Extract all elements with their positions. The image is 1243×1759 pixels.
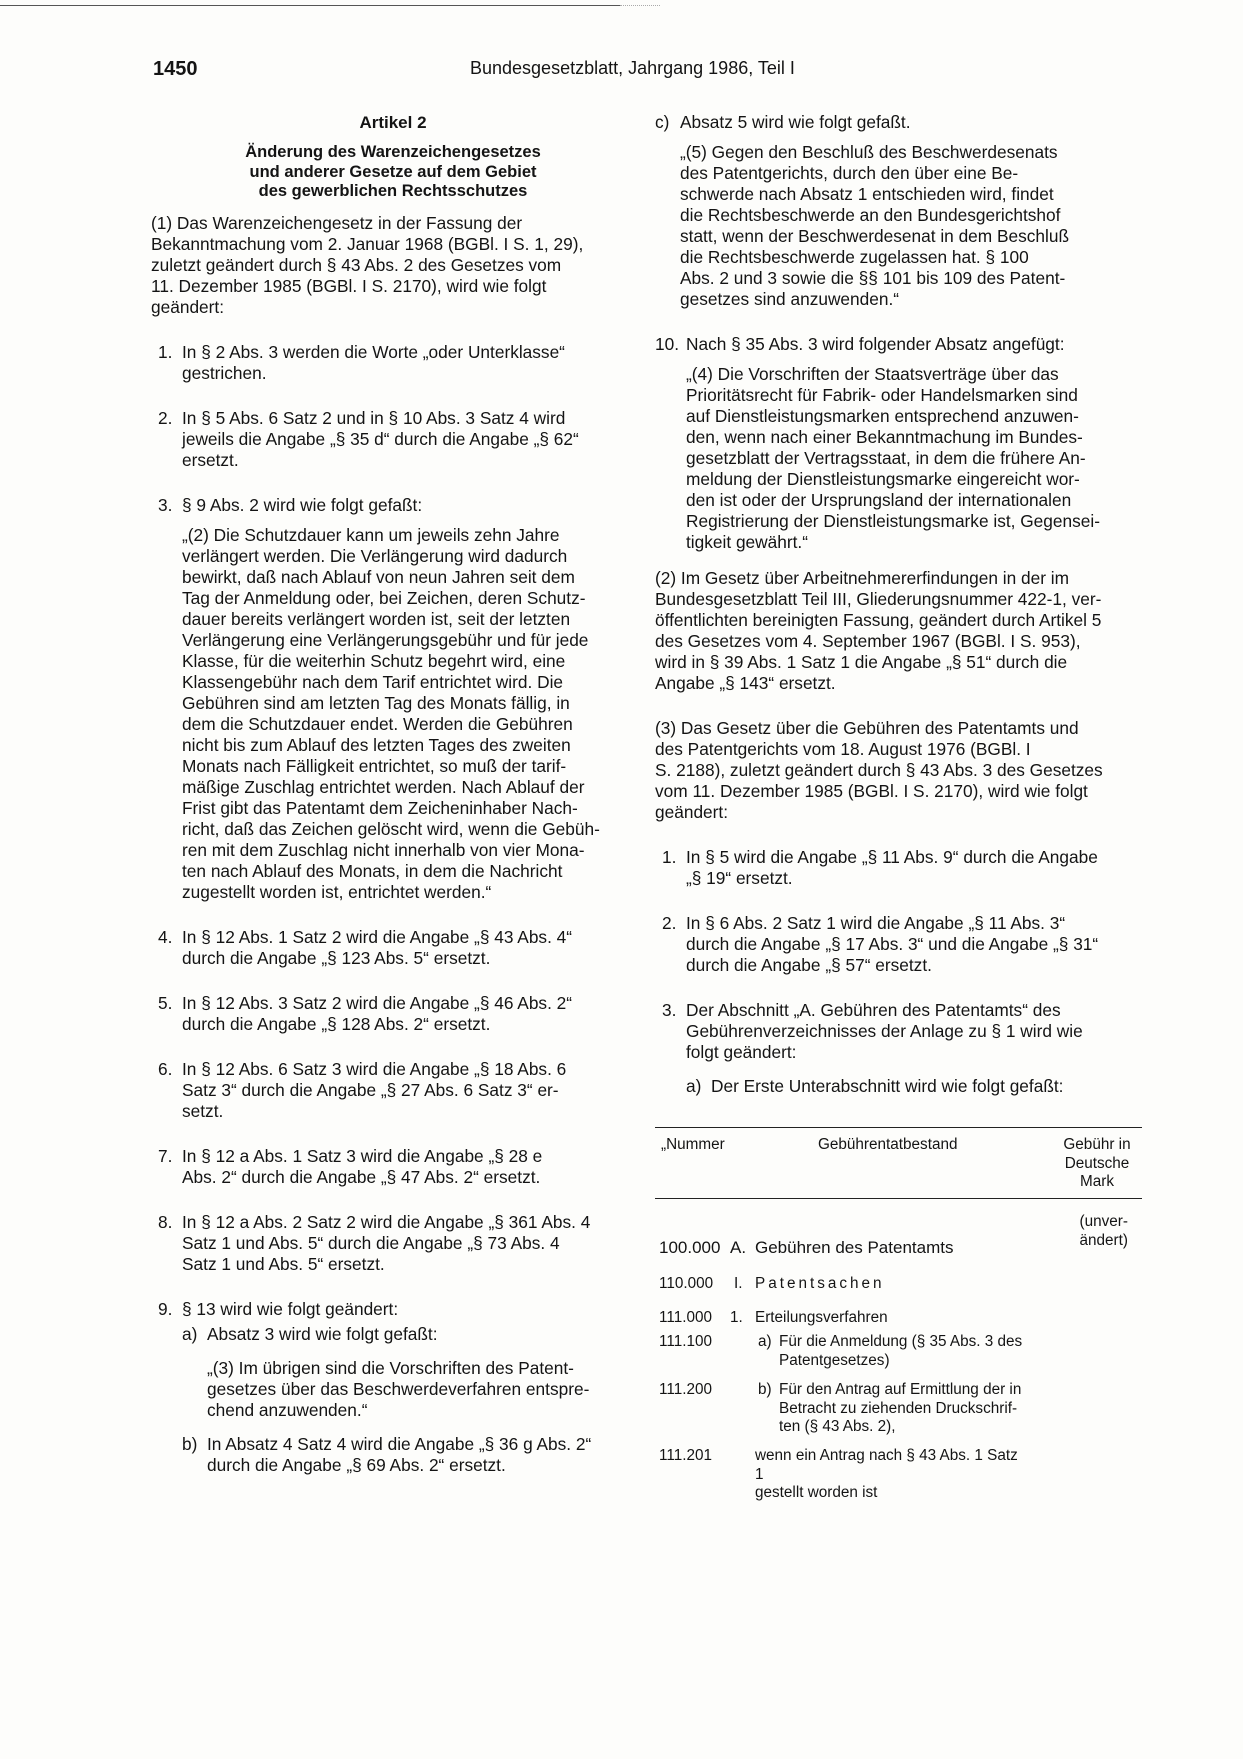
item-number: 7. <box>158 1145 173 1166</box>
note-line: (unver- <box>1079 1213 1128 1230</box>
text-line: ren mit dem Zuschlag nicht innerhalb von vier Mona- <box>182 839 585 860</box>
text-line: gestrichen. <box>182 362 267 383</box>
table-row <box>655 1333 1142 1381</box>
list-item-8 <box>151 1212 635 1275</box>
text-line: durch die Angabe „§ 123 Abs. 5“ ersetzt. <box>182 947 491 968</box>
text-line: Gebührenverzeichnisses der Anlage zu § 1 wird wie <box>686 1021 1083 1041</box>
text-line: nicht bis zum Ablauf des letzten Tages des zweiten <box>182 734 571 755</box>
text-line: Bundesgesetzblatt Teil III, Gliederungsnummer 422-1, ver- <box>655 589 1102 609</box>
list-item-6 <box>151 1059 635 1122</box>
text-line: gesetzes über das Beschwerdeverfahren entspre- <box>207 1378 590 1399</box>
text-line: gestellt worden ist <box>755 1484 878 1501</box>
left-column <box>151 112 635 1476</box>
list-item-10 <box>655 334 1142 553</box>
text-line: „§ 19“ ersetzt. <box>686 868 793 888</box>
text-line: In § 12 a Abs. 1 Satz 3 wird die Angabe „§ 28 e <box>182 1145 543 1166</box>
text-line: vom 11. Dezember 1985 (BGBl. I S. 2170), wird wie folgt <box>655 781 1088 801</box>
list-item-3 <box>151 495 635 903</box>
row-number: 111.200 <box>659 1381 713 1398</box>
text-line: Patentgesetzes) <box>779 1351 890 1369</box>
list-item-9 <box>151 1299 635 1476</box>
row-label: 1. <box>730 1309 743 1326</box>
header-line: Deutsche <box>1064 1154 1130 1172</box>
table-header <box>655 1128 1142 1198</box>
row-number: 111.100 <box>659 1333 713 1350</box>
row-label: a) <box>758 1333 772 1350</box>
text-line: richt, daß das Zeichen gelöscht wird, wenn die Gebüh- <box>182 818 600 839</box>
item-number: 1. <box>158 341 173 362</box>
text-line: In § 12 a Abs. 2 Satz 2 wird die Angabe „§ 361 Abs. 4 <box>182 1211 591 1232</box>
table-row <box>655 1381 1142 1447</box>
text-line: geändert: <box>151 296 225 317</box>
text-line: zugestellt worden ist, entrichtet werden.“ <box>182 881 492 902</box>
text-line: durch die Angabe „§ 69 Abs. 2“ ersetzt. <box>207 1454 506 1475</box>
list-item-r1 <box>655 847 1142 889</box>
top-rule-dotted <box>620 5 660 6</box>
text-line: Abs. 2“ durch die Angabe „§ 47 Abs. 2“ ersetzt. <box>182 1166 541 1187</box>
text-line: In Absatz 4 Satz 4 wird die Angabe „§ 36 g Abs. 2“ <box>207 1433 592 1454</box>
table-row <box>655 1275 1142 1309</box>
article-title: Artikel 2 <box>359 113 427 132</box>
text-line: bewirkt, daß nach Ablauf von neun Jahren seit dem <box>182 566 575 587</box>
text-line: dauer bereits verlängert worden ist, seit der letzten <box>182 608 571 629</box>
text-line: schwerde nach Absatz 1 entschieden wird, findet <box>680 184 1054 204</box>
row-number: 111.000 <box>659 1309 713 1326</box>
list-item-r2 <box>655 913 1142 976</box>
text-line: Absatz 3 wird wie folgt gefaßt: <box>207 1323 438 1344</box>
quote-block <box>182 525 635 903</box>
text-line: Registrierung der Dienstleistungsmarke ist, Gegensei- <box>686 511 1100 531</box>
text-line: ten nach Ablauf des Monats, in dem die Nachricht <box>182 860 563 881</box>
text-line: (1) Das Warenzeichengesetz in der Fassung der <box>151 212 523 233</box>
text-line: In § 5 Abs. 6 Satz 2 und in § 10 Abs. 3 Satz 4 wird <box>182 407 566 428</box>
article-heading <box>151 143 635 202</box>
text-line: Nach § 35 Abs. 3 wird folgender Absatz angefügt: <box>686 334 1065 354</box>
text-line: wird in § 39 Abs. 1 Satz 1 die Angabe „§ 51“ durch die <box>655 652 1068 672</box>
item-number: 8. <box>158 1211 173 1232</box>
quote-block <box>686 364 1142 553</box>
text-line: Der Abschnitt „A. Gebühren des Patentamts“ des <box>686 1000 1061 1020</box>
text-line: wenn ein Antrag nach § 43 Abs. 1 Satz 1 <box>755 1447 1018 1483</box>
text-line: geändert: <box>655 802 729 822</box>
text-line: tigkeit gewährt.“ <box>686 532 808 552</box>
item-number: 6. <box>158 1058 173 1079</box>
text-line: Frist gibt das Patentamt dem Zeicheninhaber Nach- <box>182 797 578 818</box>
text-line: öffentlichten bereinigten Fassung, geändert durch Artikel 5 <box>655 610 1102 630</box>
text-line: In § 5 wird die Angabe „§ 11 Abs. 9“ durch die Angabe <box>686 847 1098 867</box>
sub-item-label: a) <box>182 1323 198 1344</box>
text-line: ten (§ 43 Abs. 2), <box>779 1418 896 1435</box>
text-line: folgt geändert: <box>686 1042 797 1062</box>
row-text <box>755 1447 1025 1503</box>
list-item-7 <box>151 1146 635 1188</box>
row-text: Erteilungsverfahren <box>755 1309 888 1326</box>
text-line: die Rechtsbeschwerde zugelassen hat. § 100 <box>680 247 1029 267</box>
item-number: 9. <box>158 1298 173 1319</box>
row-label: I. <box>734 1275 743 1292</box>
intro-paragraph <box>151 213 635 318</box>
item-number: 3. <box>158 494 173 515</box>
text-line: Prioritätsrecht für Fabrik- oder Handelsmarken sind <box>686 385 1078 405</box>
row-label: b) <box>758 1381 772 1398</box>
text-line: des Gesetzes vom 4. September 1967 (BGBl. I S. 953), <box>655 631 1081 651</box>
column-header-fee <box>1052 1136 1142 1192</box>
text-line: durch die Angabe „§ 57“ ersetzt. <box>686 955 932 975</box>
text-line: gesetzes sind anzuwenden.“ <box>680 289 900 309</box>
header-line: Gebühr in <box>1063 1136 1131 1153</box>
text-line: Angabe „§ 143“ ersetzt. <box>655 673 836 693</box>
table-row <box>655 1309 1142 1333</box>
row-number: 100.000 <box>659 1238 721 1257</box>
top-rule <box>0 5 620 6</box>
text-line: Betracht zu ziehenden Druckschrif- <box>779 1399 1018 1417</box>
item-number: 10. <box>655 334 680 354</box>
sub-item-label: b) <box>182 1433 198 1454</box>
text-line: Der Erste Unterabschnitt wird wie folgt gefaßt: <box>711 1076 1064 1096</box>
text-line: zuletzt geändert durch § 43 Abs. 2 des Gesetzes vom <box>151 254 562 275</box>
text-line: Für den Antrag auf Ermittlung der in <box>779 1381 1022 1398</box>
text-line: S. 2188), zuletzt geändert durch § 43 Abs. 3 des Gesetzes <box>655 760 1103 780</box>
table-row <box>655 1447 1142 1501</box>
item-number: 2. <box>158 407 173 428</box>
text-line: In § 12 Abs. 1 Satz 2 wird die Angabe „§ 43 Abs. 4“ <box>182 926 573 947</box>
text-line: Verlängerung eine Verlängerungsgebühr und für jede <box>182 629 589 650</box>
text-line: Satz 3“ durch die Angabe „§ 27 Abs. 6 Satz 3“ er- <box>182 1079 559 1100</box>
list-item-2 <box>151 408 635 471</box>
text-line: 11. Dezember 1985 (BGBl. I S. 2170), wird wie folgt <box>151 275 547 296</box>
column-header-description: Gebührentatbestand <box>818 1136 958 1153</box>
table-row <box>655 1199 1142 1263</box>
quote-block <box>207 1358 635 1421</box>
fee-note <box>1080 1213 1128 1250</box>
text-line: gesetzblatt der Vertragsstaat, in dem die frühere An- <box>686 448 1086 468</box>
text-line: meldung der Dienstleistungsmarke eingereicht wor- <box>686 469 1080 489</box>
heading-line: und anderer Gesetze auf dem Gebiet <box>249 162 537 181</box>
header-line: Mark <box>1080 1173 1114 1190</box>
text-line: des Patentgerichts vom 18. August 1976 (BGBl. I <box>655 739 1031 759</box>
text-line: „(2) Die Schutzdauer kann um jeweils zehn Jahre <box>182 524 560 545</box>
text-line: § 13 wird wie folgt geändert: <box>182 1298 399 1319</box>
text-line: den, wenn nach einer Bekanntmachung im Bundes- <box>686 427 1083 447</box>
text-line: durch die Angabe „§ 17 Abs. 3“ und die Angabe „§ 31“ <box>686 934 1099 954</box>
text-line: In § 6 Abs. 2 Satz 1 wird die Angabe „§ 11 Abs. 3“ <box>686 913 1066 933</box>
text-line: verlängert werden. Die Verlängerung wird dadurch <box>182 545 568 566</box>
right-column <box>655 112 1142 1501</box>
list-item-r3 <box>655 1000 1142 1097</box>
text-line: setzt. <box>182 1100 224 1121</box>
text-line: den ist oder der Ursprungsland der internationalen <box>686 490 1072 510</box>
text-line: Abs. 2 und 3 sowie die §§ 101 bis 109 des Patent- <box>680 268 1066 288</box>
text-line: des Patentgerichts, durch den über eine Be- <box>680 163 1019 183</box>
list-item-5 <box>151 993 635 1035</box>
heading-line: des gewerblichen Rechtsschutzes <box>258 182 528 200</box>
sub-item-label: a) <box>686 1076 702 1096</box>
text-line: jeweils die Angabe „§ 35 d“ durch die Angabe „§ 62“ <box>182 428 579 449</box>
text-line: „(3) Im übrigen sind die Vorschriften des Patent- <box>207 1357 574 1378</box>
row-text <box>779 1381 1049 1437</box>
running-title: Bundesgesetzblatt, Jahrgang 1986, Teil I <box>470 58 795 78</box>
quote-block <box>680 142 1142 310</box>
list-item-4 <box>151 927 635 969</box>
text-line: (3) Das Gesetz über die Gebühren des Patentamts und <box>655 718 1079 738</box>
text-line: ersetzt. <box>182 449 239 470</box>
item-number: 1. <box>662 847 677 867</box>
sub-item-b <box>182 1434 635 1476</box>
text-line: die Rechtsbeschwerde an den Bundesgerichtshof <box>680 205 1061 225</box>
column-header-number: „Nummer <box>661 1136 725 1153</box>
text-line: Absatz 5 wird wie folgt gefaßt. <box>680 112 911 132</box>
heading-line: Änderung des Warenzeichengesetzes <box>245 143 541 161</box>
text-line: Satz 1 und Abs. 5“ durch die Angabe „§ 73 Abs. 4 <box>182 1232 560 1253</box>
text-line: Klassengebühr nach dem Tarif entrichtet wird. Die <box>182 671 564 692</box>
text-line: § 9 Abs. 2 wird wie folgt gefaßt: <box>182 494 423 515</box>
text-line: statt, wenn der Beschwerdesenat in dem Beschluß <box>680 226 1070 246</box>
text-line: Tag der Anmeldung oder, bei Zeichen, deren Schutz- <box>182 587 586 608</box>
sub-item-a <box>182 1324 635 1421</box>
text-line: mäßige Zuschlag entrichtet werden. Nach Ablauf der <box>182 776 585 797</box>
item-number: 5. <box>158 992 173 1013</box>
row-text: Patentsachen <box>755 1275 885 1292</box>
item-number: 4. <box>158 926 173 947</box>
text-line: Gebühren sind am letzten Tag des Monats fällig, in <box>182 692 570 713</box>
text-line: In § 2 Abs. 3 werden die Worte „oder Unterklasse“ <box>182 341 565 362</box>
row-label: A. <box>730 1238 747 1257</box>
paragraph-2 <box>655 568 1142 694</box>
text-line: (2) Im Gesetz über Arbeitnehmererfindungen in der im <box>655 568 1069 588</box>
list-item-1 <box>151 342 635 384</box>
row-number: 111.201 <box>659 1447 713 1464</box>
sub-item-label: c) <box>655 112 670 132</box>
text-line: In § 12 Abs. 3 Satz 2 wird die Angabe „§ 46 Abs. 2“ <box>182 992 573 1013</box>
text-line: Satz 1 und Abs. 5“ ersetzt. <box>182 1253 385 1274</box>
page-number: 1450 <box>153 58 198 80</box>
item-number: 2. <box>662 913 677 933</box>
text-line: Für die Anmeldung (§ 35 Abs. 3 des <box>779 1333 1023 1350</box>
sub-item-c <box>655 112 1142 310</box>
paragraph-3 <box>655 718 1142 823</box>
note-line: ändert) <box>1079 1231 1128 1249</box>
text-line: Monats nach Fälligkeit entrichtet, so muß der tarif- <box>182 755 567 776</box>
text-line: „(5) Gegen den Beschluß des Beschwerdesenats <box>680 142 1058 162</box>
row-text <box>779 1333 1049 1370</box>
item-number: 3. <box>662 1000 677 1020</box>
fee-table <box>655 1127 1142 1501</box>
text-line: auf Dienstleistungsmarken entsprechend anzuwen- <box>686 406 1079 426</box>
row-number: 110.000 <box>659 1275 714 1292</box>
text-line: In § 12 Abs. 6 Satz 3 wird die Angabe „§ 18 Abs. 6 <box>182 1058 567 1079</box>
text-line: Bekanntmachung vom 2. Januar 1968 (BGBl. I S. 1, 29), <box>151 233 584 254</box>
sub-item-a <box>686 1076 1142 1097</box>
text-line: durch die Angabe „§ 128 Abs. 2“ ersetzt. <box>182 1013 491 1034</box>
text-line: chend anzuwenden.“ <box>207 1399 368 1420</box>
text-line: dem die Schutzdauer endet. Werden die Gebühren <box>182 713 573 734</box>
text-line: „(4) Die Vorschriften der Staatsverträge über das <box>686 364 1059 384</box>
text-line: Klasse, für die weiterhin Schutz begehrt wird, eine <box>182 650 566 671</box>
row-text: Gebühren des Patentamts <box>755 1238 954 1257</box>
